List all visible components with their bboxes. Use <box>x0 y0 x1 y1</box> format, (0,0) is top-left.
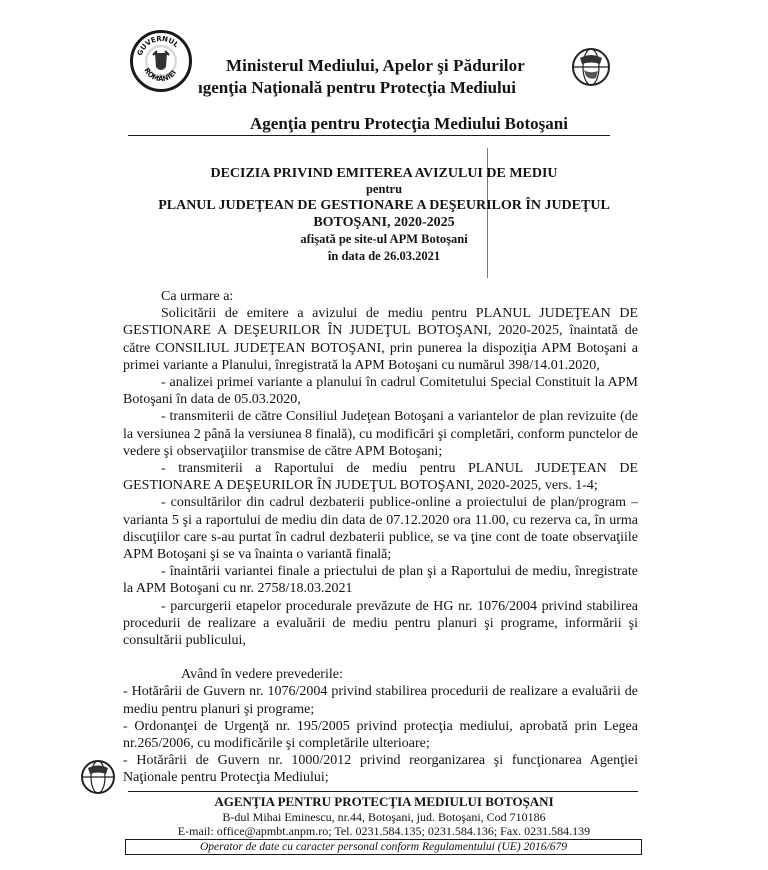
body-paragraph-5: - consultărilor din cadrul dezbaterii publice-online a proiectului de plan/program – varianta 5 şi a raportului de mediu din data de 07.12.2020 ora 11.00, cu rezerva ca, în urma discuţiilor care s-au purtat în cadrul dezbaterii publice, se va ţine cont de toate observaţiile APM Botoşani şi se va înainta o variantă finală; <box>123 495 638 563</box>
considering-item-2: - Ordonanţei de Urgenţă nr. 195/2005 privind protecţia mediului, aprobată prin Legea nr.265/2006, cu modificările şi completările ulterioare; <box>123 718 638 752</box>
paragraph-gap <box>123 649 638 666</box>
body-paragraph-3: - transmiterii de către Consiliul Judeţean Botoşani a variantelor de plan revizuite (de la versiunea 2 până la versiunea 8 finală), cu modificări şi completări, conform punctelor de vedere şi observaţiilor transmise de către APM Botoşani; <box>123 409 638 459</box>
local-agency-name: Agenţia pentru Protecţia Mediului Botoşani <box>250 114 568 133</box>
seal-text-bottom: ROMÂNIEI <box>142 66 179 84</box>
ministry-name: Ministerul Mediului, Apelor şi Pădurilor <box>226 56 525 75</box>
title-line-4: BOTOŞANI, 2020-2025 <box>313 215 455 230</box>
gdpr-operator-box: Operator de date cu caracter personal conform Regulamentului (UE) 2016/679 <box>125 839 642 855</box>
considering-heading: Având în vedere prevederile: <box>181 667 343 683</box>
anpm-globe-logo <box>570 46 612 88</box>
footer-address: B-dul Mihai Eminescu, nr.44, Botoşani, jud. Botoşani, Cod 710186 <box>222 810 546 824</box>
body-paragraph-2: - analizei primei variante a planului în cadrul Comitetului Special Constituit la APM Botoşani în data de 05.03.2020, <box>123 375 638 408</box>
footer-agency: AGENŢIA PENTRU PROTECŢIA MEDIULUI BOTOŞANI <box>214 794 554 809</box>
body-paragraph-7: - parcurgerii etapelor procedurale prevăzute de HG nr. 1076/2004 privind stabilirea procedurii de realizare a evaluării de mediu pentru planuri şi programe, informării şi consultării publicului, <box>123 598 638 649</box>
title-line-3: PLANUL JUDEŢEAN DE GESTIONARE A DEŞEURILOR ÎN JUDEŢUL <box>158 198 610 213</box>
header-divider <box>128 135 610 136</box>
body-paragraph-1: Solicitării de emitere a avizului de mediu pentru PLANUL JUDEŢEAN DE GESTIONARE A DEŞEURILOR ÎN JUDEŢUL BOTOŞANI, 2020-2025, înaintată de către CONSILIUL JUDEŢEAN BOTOŞANI, prin punerea la dispoziţia APM Botoşani a primei variante a Planului, înregistrată la APM Botoşani cu numărul 398/14.01.2020, <box>123 306 638 373</box>
decision-title <box>0 165 768 265</box>
considering-item-1: - Hotărârii de Guvern nr. 1076/2004 privind stabilirea procedurii de realizare a evaluării de mediu pentru planuri şi programe; <box>123 684 638 717</box>
seal-graphic <box>133 33 189 89</box>
footer-divider <box>128 791 638 792</box>
title-line-5: afişată pe site-ul APM Botoşani <box>300 232 468 246</box>
title-line-2: pentru <box>365 182 403 196</box>
body-paragraph-6: - înaintării variantei finale a priectului de plan şi a Raportului de mediu, înregistrate la APM Botoşani cu nr. 2758/18.03.2021 <box>123 564 638 597</box>
body-paragraph-4: - transmiterii a Raportului de mediu pentru PLANUL JUDEŢEAN DE GESTIONARE A DEŞEURILOR ÎN JUDEŢUL BOTOŞANI, 2020-2025, vers. 1-4; <box>123 461 638 494</box>
seal-text-top: GUVERNUL <box>135 34 181 57</box>
footer-globe-logo <box>78 757 118 797</box>
footer-globe-icon <box>78 757 118 797</box>
national-agency-name: ıgenţia Naţională pentru Protecţia Mediului <box>198 78 516 97</box>
local-agency-heading <box>0 114 768 134</box>
romanian-government-seal <box>130 30 192 92</box>
decision-body <box>123 288 638 787</box>
footer-contact: E-mail: office@apmbt.anpm.ro; Tel. 0231.584.135; 0231.584.136; Fax. 0231.584.139 <box>177 824 591 838</box>
considering-item-3: - Hotărârii de Guvern nr. 1000/2012 privind reorganizarea şi funcţionarea Agenţiei Naţionale pentru Protecţia Mediului; <box>123 753 638 786</box>
globe-icon <box>570 46 612 88</box>
body-intro: Ca urmare a: <box>161 289 234 304</box>
title-line-6: în data de 26.03.2021 <box>327 249 441 263</box>
title-line-1: DECIZIA PRIVIND EMITEREA AVIZULUI DE MEDIU <box>210 166 558 181</box>
